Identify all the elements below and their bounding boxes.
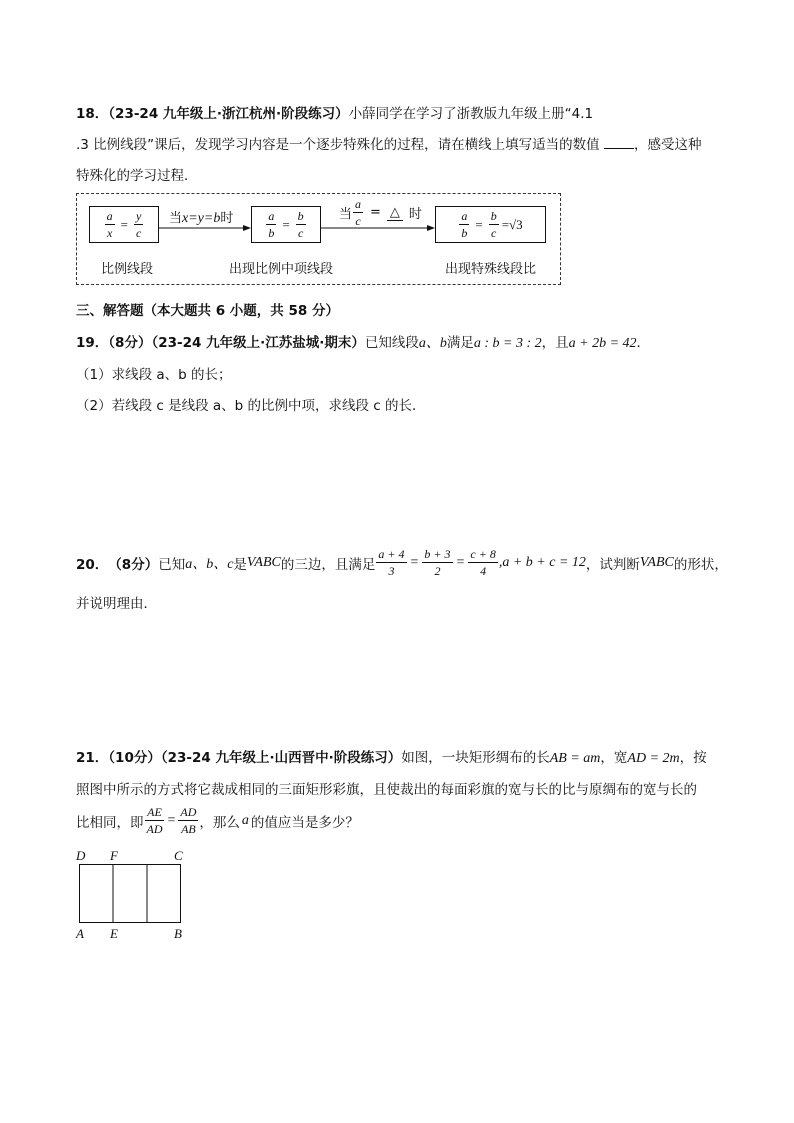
q19-score: （8分） — [108, 335, 152, 351]
box2-frac-2: $\frac{b}{c}$ — [297, 209, 304, 240]
rectangle-figure — [79, 864, 187, 924]
q18-answer-blank[interactable] — [604, 136, 634, 149]
arrow1-condition: 当x=y=b时 — [169, 211, 234, 226]
q18-text-2b: ，感受这种 — [633, 137, 702, 153]
q21-figure — [74, 846, 194, 942]
arrow2-frac: $\frac{a}{c}$ — [355, 197, 362, 228]
q20-score: （8分） — [108, 556, 159, 573]
q20-text-d: ，试判断 — [585, 556, 640, 573]
q19-text-d: ． — [636, 335, 651, 351]
q18-line2 — [76, 133, 701, 153]
q19-vars: a、b — [418, 336, 447, 351]
box3-frac-2: $\frac{b}{c}$ — [490, 209, 497, 240]
section-3-note: （本大题共 6 小题，共 58 分） — [143, 303, 339, 319]
diagram-label-1: 比例线段 — [101, 262, 154, 277]
q20-frac-1: $\frac{a + 4}{3}$ — [378, 547, 405, 578]
diagram-label-2: 出现比例中项线段 — [229, 262, 334, 277]
q18-number: 18． — [76, 106, 109, 122]
label-e: E — [110, 926, 118, 941]
q19-text-a: 已知线段 — [364, 335, 419, 351]
box3-equals: = — [475, 216, 483, 232]
q18-line1 — [76, 102, 593, 122]
q21-text-1a: 如图，一块矩形绸布的长 — [401, 750, 550, 766]
q21-text-3b: ，那么 — [199, 814, 240, 831]
q21-score: （10分） — [108, 750, 161, 766]
q19-part-1: （1）求线段 a、b 的长； — [76, 367, 232, 383]
q20-text-c: 的三边，且满足 — [280, 556, 376, 573]
q20-triangle-2: VABC — [639, 554, 674, 570]
box3-frac-1: $\frac{a}{b}$ — [461, 209, 468, 240]
q21-ad-equation: AD = 2m — [627, 751, 680, 766]
label-a: A — [76, 926, 84, 941]
q21-number: 21． — [76, 750, 109, 766]
q20-text-a: 已知 — [158, 556, 186, 573]
box1-frac-1: $\frac{a}{x}$ — [106, 209, 113, 240]
q20-text-e: 的形状， — [673, 556, 728, 573]
section-3-title: 三、解答题 — [76, 303, 144, 319]
q20-text-b: 是 — [233, 556, 247, 573]
q20-sum-equation: ,a + b + c = 12 — [498, 554, 586, 570]
q21-line3: 比相同，即 $\frac{AE}{AD}$ = $\frac{AD}{AB}$ ，那么 a 的值应当是多少？ — [76, 805, 359, 836]
box1-equals: = — [120, 216, 128, 232]
label-d: D — [76, 848, 86, 863]
q19-text-c: ，且 — [541, 335, 569, 351]
diagram-box-mean-proportional — [251, 206, 321, 243]
q21-ab-equation: AB = am — [549, 751, 601, 766]
q19-equation: a + 2b = 42 — [568, 336, 637, 351]
q21-frac-ae-ad: $\frac{AE}{AD}$ — [146, 805, 163, 836]
q21-text-1b: ，宽 — [600, 750, 628, 766]
q20-vars: a、b、c — [185, 556, 234, 572]
box1-frac-2: $\frac{y}{c}$ — [136, 209, 142, 240]
q21-text-3c: 的值应当是多少？ — [250, 814, 359, 831]
q19-number: 19． — [76, 335, 109, 351]
q20-line2: 并说明理由． — [76, 596, 157, 612]
q18-text-2: .3 比例线段”课后，发现学习内容是一个逐步特殊化的过程，请在横线上填写适当的数值 — [76, 137, 600, 153]
q20-frac-3: $\frac{c + 8}{4}$ — [470, 547, 496, 578]
diagram-box-proportion — [89, 206, 159, 243]
q18-diagram — [76, 193, 561, 285]
q21-text-1c: ，按 — [679, 750, 707, 766]
q20-number: 20． — [76, 556, 109, 573]
box3-sqrt3: =√3 — [501, 216, 523, 232]
q20-line1: 20． （8分） 已知 a、b、c 是 VABC 的三边，且满足 $\frac{a + 4}{3}$ = $\frac{b + 3}{2}$ = $\frac{c + 8}{4}$ ,a + b + c = 12 ，试判断 VABC 的形状， — [76, 547, 728, 578]
diagram-label-3: 出现特殊线段比 — [445, 262, 537, 277]
label-b: B — [174, 926, 182, 941]
label-c: C — [174, 848, 183, 863]
label-f: F — [110, 848, 118, 863]
triangle-blank-symbol: △ — [387, 205, 403, 221]
section-3-heading — [76, 299, 339, 319]
q20-frac-2: $\frac{b + 3}{2}$ — [424, 547, 451, 578]
box2-equals: = — [282, 216, 290, 232]
q21-frac-ad-ab: $\frac{AD}{AB}$ — [180, 805, 197, 836]
q19-text-b: 满足 — [446, 335, 474, 351]
q21-text-3a: 比相同，即 — [76, 814, 144, 831]
q19-source: （23-24 九年级上·江苏盐城·期末） — [151, 335, 365, 351]
q19-ratio: a : b = 3 : 2 — [473, 336, 542, 351]
q21-line1 — [76, 746, 707, 767]
q21-source: （23-24 九年级上·山西晋中·阶段练习） — [160, 750, 402, 766]
q19-part-2: （2）若线段 c 是线段 a、b 的比例中项，求线段 c 的长． — [76, 398, 426, 414]
q21-var-a: a — [241, 812, 249, 828]
diagram-box-special-ratio — [435, 206, 546, 243]
box2-frac-1: $\frac{a}{b}$ — [268, 209, 275, 240]
q18-source: （23-24 九年级上·浙江杭州·阶段练习） — [108, 106, 349, 122]
q20-triangle: VABC — [246, 554, 281, 570]
arrow2-condition: 当 $\frac{a}{c}$ = △ 时 — [339, 197, 422, 228]
q19-line1 — [76, 331, 650, 352]
q18-text-1: 小薛同学在学习了浙教版九年级上册“4.1 — [348, 106, 594, 122]
q21-line2: 照图中所示的方式将它裁成相同的三面矩形彩旗，且使裁出的每面彩旗的宽与长的比与原绸布的宽与长的 — [76, 782, 697, 798]
q18-line3: 特殊化的学习过程． — [76, 168, 198, 184]
